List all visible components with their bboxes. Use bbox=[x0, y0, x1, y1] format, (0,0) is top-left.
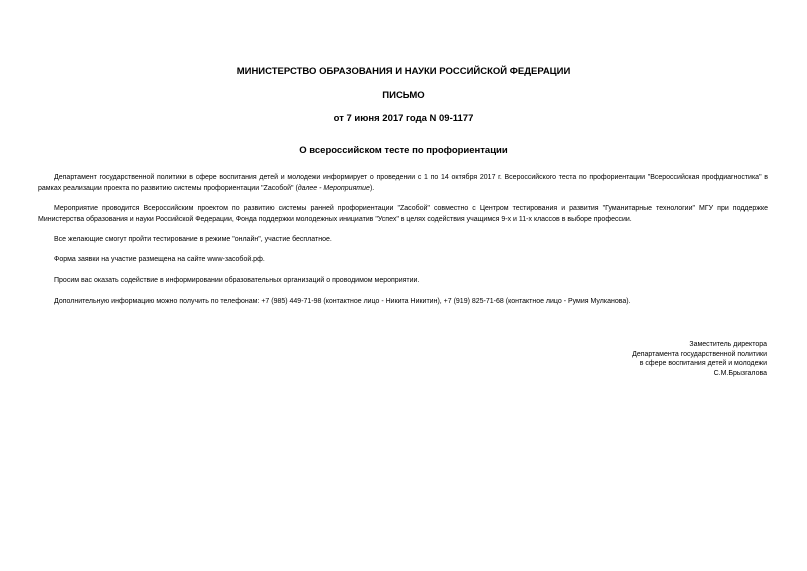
signature-name: С.М.Брызгалова bbox=[713, 369, 767, 377]
paragraph-announcement-italic: далее - Мероприятие bbox=[297, 185, 370, 192]
paragraph-announcement bbox=[38, 172, 768, 194]
paragraph-application-form: Форма заявки на участие размещена на сайте www-засобой.рф. bbox=[54, 256, 265, 263]
paragraph-request: Просим вас оказать содействие в информировании образовательных организаций о проводимом мероприятии. bbox=[54, 277, 420, 284]
document-type: ПИСЬМО bbox=[382, 90, 425, 101]
paragraph-online: Все желающие смогут пройти тестирование в режиме "онлайн", участие бесплатное. bbox=[54, 236, 332, 243]
document-subject: О всероссийском тесте по профориентации bbox=[299, 145, 508, 156]
signature-department: Департамента государственной политики bbox=[632, 350, 767, 358]
paragraph-contacts: Дополнительную информацию можно получить по телефонам: +7 (985) 449-71-98 (контактное лицо - Никита Никитин), +7 (919) 825-71-68 (контактное лицо - Румия Мулканова). bbox=[54, 298, 631, 305]
signature-department-scope: в сфере воспитания детей и молодежи bbox=[639, 360, 767, 367]
paragraph-announcement-end: ). bbox=[369, 185, 375, 192]
signature-position: Заместитель директора bbox=[689, 341, 767, 348]
paragraph-organizers: Мероприятие проводится Всероссийским проектом по развитию системы ранней профориентации "Zасобой" совместно с Центром тестирования и развития "Гуманитарные технологии" МГУ при поддержке Министерства образования и науки Российской Федерации, Фонда поддержки молодежных инициатив "Успех" в целях содействия учащимся 9-х и 11-х классов в выборе профессии. bbox=[38, 205, 768, 223]
paragraph-announcement-main: Департамент государственной политики в сфере воспитания детей и молодежи информирует о проведении с 1 по 14 октября 2017 г. Всероссийского теста по профориентации "Всероссийская профдиагностика" в рамках реализации проекта по развитию системы профориентации "Zасобой" ( bbox=[38, 174, 768, 192]
ministry-title: МИНИСТЕРСТВО ОБРАЗОВАНИЯ И НАУКИ РОССИЙСКОЙ ФЕДЕРАЦИИ bbox=[236, 66, 571, 77]
document-date-number: от 7 июня 2017 года N 09-1177 bbox=[333, 113, 474, 124]
signature-block bbox=[632, 340, 767, 378]
